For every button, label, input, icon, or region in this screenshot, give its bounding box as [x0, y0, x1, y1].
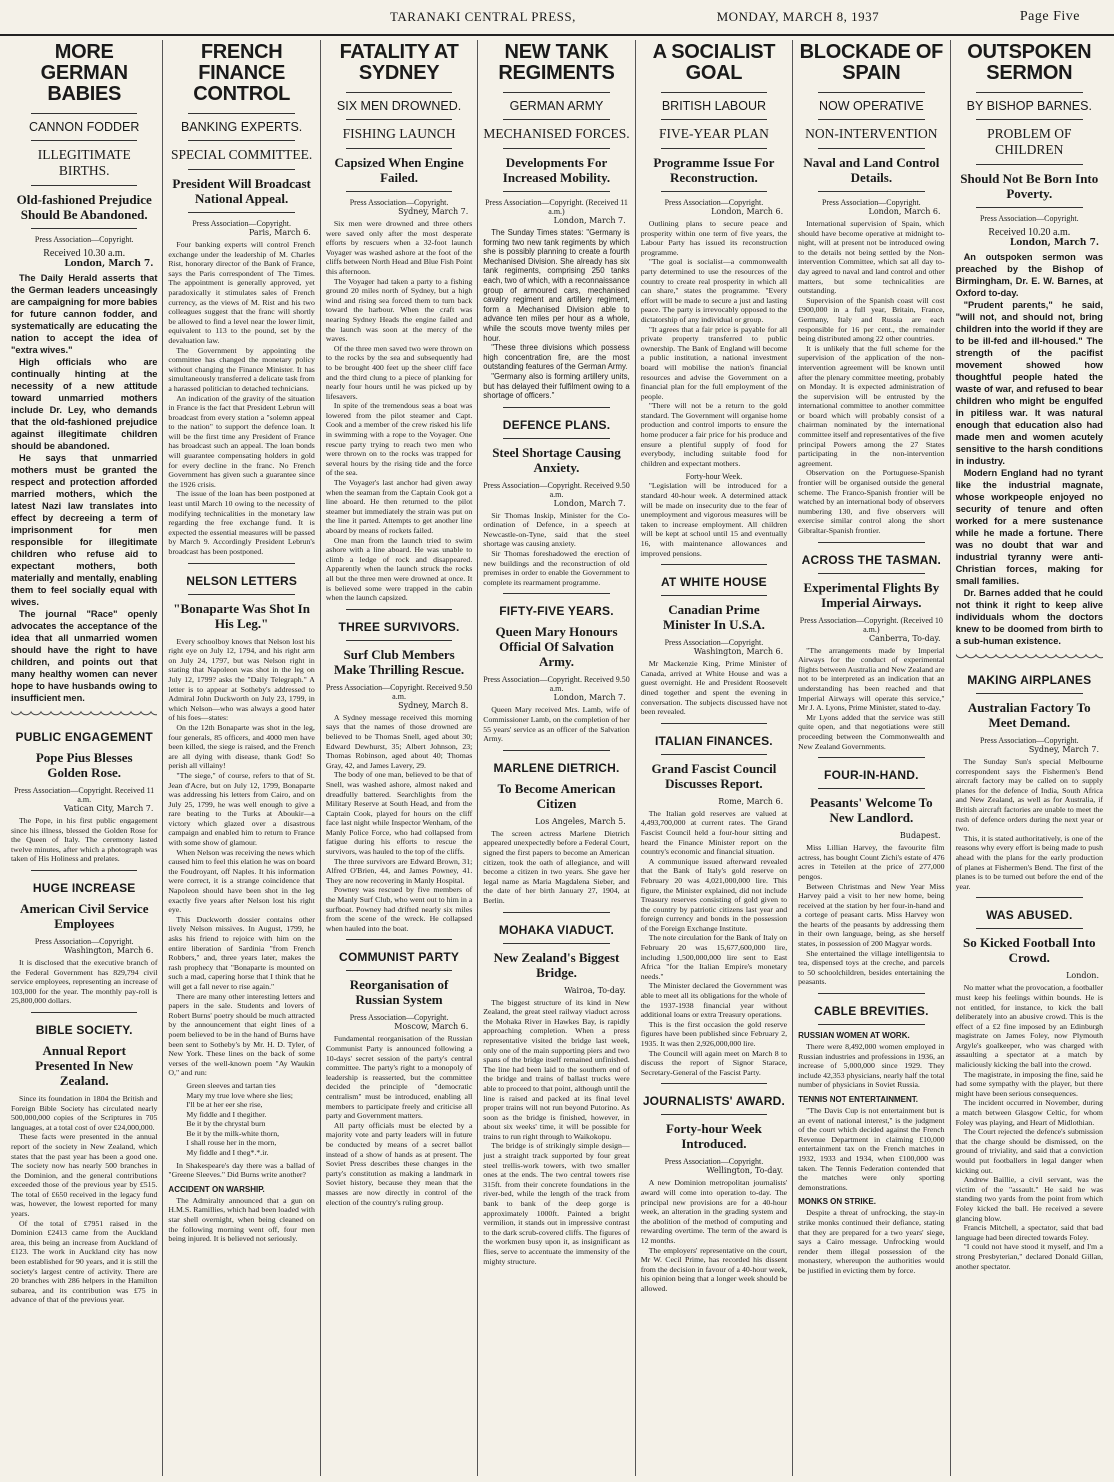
article-paragraph: The Government by appointing the committee has changed the monetary policy without changing the Finance Minister. It has simultaneously transferred a delicate task from a harassed politician to detached technicians.: [168, 345, 315, 393]
headline-journalists-award: JOURNALISTS' AWARD.: [642, 1094, 786, 1109]
dateline: Paris, March 6.: [248, 228, 311, 237]
article-paragraph: Since its foundation in 1804 the British and Foreign Bible Society has circulated nearly 500,000,000 copies of the Scriptures in 705 languages, at a total cost of over £24,000,000.: [11, 1093, 158, 1132]
dateline: London, March 7.: [553, 498, 626, 508]
divider: [818, 757, 924, 758]
article-paragraph: This is the first occasion the gold reserve figures have been published since February 2, 1935. It was then 2,926,000,000 lire.: [640, 1019, 788, 1048]
subhead: SIX MEN DROWNED.: [336, 99, 462, 113]
article-paragraph: Queen Mary received Mrs. Lamb, wife of Commissioner Lamb, on the completion of her 55 years' service as an officer of the Salvation Army.: [483, 705, 630, 744]
article-paragraph: This Duckworth dossier contains other lively Nelson missives. In August, 1799, he asks his friend to rejoice with him on the entire liberation of Sardinia "from French Robbers," and, three years later, makes the rash prophecy that "Bonaparte is mounted on such a mad, capering horse that I think that he will get a fall never to rise again.": [168, 914, 315, 991]
divider: [661, 723, 767, 724]
deck: Old-fashioned Prejudice Should Be Abandoned.: [16, 192, 152, 222]
divider: [503, 119, 609, 120]
divider: [976, 207, 1083, 208]
article-paragraph: A Sydney message received this morning says that the names of those drowned are believed to be Thomas Snell, aged about 30; Edward Dewhurst, 35; Albert Johnson, 23; Thomas Robinson, aged about 40; Thomas Gray, 42, and James Lavery, 29.: [325, 712, 473, 770]
deck: Canadian Prime Minister In U.S.A.: [662, 602, 765, 633]
divider: [188, 594, 294, 595]
column-blockade-spain: [793, 40, 950, 1476]
section-divider: [956, 653, 1103, 663]
subhead: BANKING EXPERTS.: [180, 120, 303, 134]
article-paragraph: "I could not have stood it myself, and I'm a strong Presbyterian," declared Donald Gillan, another spectator.: [955, 1242, 1103, 1271]
divider: [188, 212, 294, 213]
dateline: Wellington, To-day.: [706, 1166, 784, 1176]
agency-credit: Press Association—Copyright.: [664, 198, 764, 207]
divider: [976, 119, 1083, 120]
article-paragraph: The Sunday Sun's special Melbourne correspondent says the Fishermen's Bend aircraft factory may be called on to supply planes for the defence of India, South Africa and New Zealand, as well as for Australia, if British aircraft factories are unable to meet the rush of defence orders during the next year or two.: [955, 757, 1103, 834]
article-paragraph: There are many other interesting letters and papers in the sale. Students and lovers of Robert Burns' poetry should be much attracted by the announcement that eight lines of a poem believed to be in the hand of Burns have been sent to Sotheby's by Mr. H. D. Tyler, of New York. These lines on the back of some verses of the well-known poem "Ay Waukin O," and run:: [168, 991, 315, 1078]
article-paragraph: When Nelson was receiving the news which caused him to feel this elation he was on board the Foudroyant, off Naples. It his information were correct, it is a strange coincidence that Napoleon should have been shot in the leg exactly five years after Nelson lost his right eye.: [168, 847, 315, 915]
subhead: MECHANISED FORCES.: [483, 126, 630, 141]
deck: "Bonaparte Was Shot In His Leg.": [173, 600, 310, 631]
article-paragraph: Sir Thomas foreshadowed the erection of new buildings and the reconstruction of old premises in order to enable the Government to complete its rearmament programme.: [483, 549, 630, 587]
agency-credit: Press Association—Copyright.: [822, 198, 921, 207]
headline-was-abused: WAS ABUSED.: [986, 908, 1073, 923]
deck: Peasants' Welcome To New Landlord.: [810, 795, 933, 826]
deck: President Will Broadcast National Appeal.: [172, 176, 311, 206]
deck: Naval and Land Control Details.: [803, 155, 940, 185]
article-paragraph: He says that unmarried mothers must be granted the respect and protection afforded married mothers, which the latest Nazi law translates into effect by decreeing a term of imprisonment for men responsible for illegitimate children who refuse aid to expectant mothers, both materially and mentally, enabling them to feel socially equal with wives.: [11, 453, 158, 607]
article-paragraph: Fundamental reorganisation of the Russian Communist Party is announced following a 10-days' secret session of the party's central committee. The party's right to a monopoly of leadership is reasserted, but the committee decided the principle of "democratic centralism" must be introduced, enabling all members to participate freely and criticise all party and Government matters.: [325, 1034, 473, 1121]
divider: [661, 119, 767, 120]
article-paragraph: Miss Lillian Harvey, the favourite film actress, has bought Count Zichi's estate of 476 acres in Teteilen at the price of 277,000 pengos.: [798, 843, 945, 881]
newspaper-page: [0, 36, 1114, 1476]
article-paragraph: Powney was rescued by five members of the Manly Surf Club, who went out to him in a surfboat. Powney had drifted nearly six miles from the scene of the wreck. He collapsed when hauled into the boat.: [325, 885, 473, 933]
dateline: Washington, March 6.: [64, 945, 154, 955]
dateline: London, March 7.: [553, 693, 626, 703]
dateline: London, March 6.: [868, 207, 941, 216]
divider: [818, 148, 924, 149]
headline-fatality-at-sydney: FATALITY AT SYDNEY: [339, 41, 459, 84]
deck: Australian Factory To Meet Demand.: [967, 700, 1091, 730]
deck: Programme Issue For Reconstruction.: [653, 155, 775, 185]
agency-credit: Press Association—Copyright. Received 11 a.m.: [14, 786, 155, 804]
article-paragraph: Dr. Barnes added that he could not think it right to keep alive individuals whom the doctors knew to be doomed from birth to a sub-human existence.: [955, 588, 1103, 646]
article-paragraph: Modern England had no tyrant like the industrial magnate, whose workpeople enjoyed no security of tenure and often worked for a mere sustenance while he made a fortune. There was no doubt that war and industrial tyranny were anti-Christian forces, making for small families.: [955, 468, 1103, 586]
headline-a-socialist-goal: A SOCIALIST GOAL: [652, 41, 776, 84]
deck: New Zealand's Biggest Bridge.: [493, 949, 620, 980]
article-paragraph: The Daily Herald asserts that the German leaders unceasingly are campaigning for more babies for future cannon fodder, and systematically are educating the nation to accept the idea of "extra wives.": [11, 273, 158, 355]
dateline: London, March 7.: [553, 216, 626, 225]
column-fatality-sydney: [321, 40, 478, 1476]
article-paragraph: The magistrate, in imposing the fine, said he had some sympathy with the player, but there might have been serious consequences.: [955, 1069, 1103, 1098]
divider: [818, 542, 924, 543]
dateline: London, March 6.: [711, 207, 784, 216]
article-paragraph: Outlining plans to secure peace and prosperity within one term of five years, the Labour Party has issued its reconstruction programme.: [640, 219, 788, 257]
divider: [503, 407, 609, 408]
article-paragraph: The Minister declared the Government was able to meet all its obligations for the whole of the 1937-1938 financial year without additional loans or extra Treasury operations.: [640, 981, 788, 1020]
brief-heading: RUSSIAN WOMEN AT WORK.: [798, 1031, 910, 1041]
agency-credit: Press Association—Copyright.: [34, 235, 134, 244]
dateline: London, March 7.: [1009, 238, 1099, 248]
subhead: Forty-hour Week.: [685, 472, 743, 482]
article-paragraph: The three survivors are Edward Brown, 31; Alfred O'Brien, 44, and James Powney, 41. They are now recovering in Manly Hospital.: [325, 856, 473, 885]
deck: Should Not Be Born Into Poverty.: [960, 171, 1099, 201]
column-german-babies: [6, 40, 163, 1476]
article-paragraph: The Court rejected the defence's submission that the charge should be dismissed, on the ground of triviality, and said that a conviction would put footballers in legal danger when kicking out.: [955, 1127, 1103, 1175]
section-divider: [11, 710, 157, 720]
deck: Developments For Increased Mobility.: [502, 155, 611, 185]
dateline: London.: [1066, 971, 1099, 981]
article-paragraph: This, it is stated authoritatively, is one of the reasons why every effort is being made to push ahead with the plans for the early production of planes at Fishermen's Bend. The first of the planes is to be turned out before the end of the year.: [955, 833, 1103, 891]
article-paragraph: The Voyager had taken a party to a fishing ground 20 miles north of Sydney, but a high wind and rising sea forced them to turn back toward the harbour. When the craft was nearing Sydney Heads the engine failed and the launch was soon at the mercy of the waves.: [325, 276, 473, 344]
dateline: Moscow, March 6.: [394, 1022, 469, 1032]
divider: [818, 573, 924, 574]
headline-outspoken-sermon: OUTSPOKEN SERMON: [967, 41, 1092, 84]
column-french-finance: [163, 40, 320, 1476]
article-paragraph: On the 12th Bonaparte was shot in the leg, four generals, 85 officers, and 4000 men have been killed, the siege is raised, and the French are all dying with disease, thank God! So perish all villainy!: [168, 722, 315, 771]
article-paragraph: The body of one man, believed to be that of Snell, was washed ashore, almost naked and dreadfully battered. Searchlights from the Military Reserve at South Head, and from the Captain Cook, played for hours on the cliff face last night while Inspector Wenham, of the Manly Police Force, who had collapsed from fatigue during his efforts to rescue the survivors, was hauled to the top of the cliffs.: [325, 770, 473, 857]
headline-four-in-hand: FOUR-IN-HAND.: [824, 768, 919, 783]
article-paragraph: It is unlikely that the full scheme for the supervision of the application of the non-intervention agreement will be known until after the plenary committee meeting, probably on Monday. It is expected administration of the supervision will be entrusted by the international committee to another committee or board which will probably consist of a chairman nominated by the international committee itself and representatives of the five principal Powers among the 27 States participating in the non-intervention agreement.: [798, 343, 945, 468]
dateline: Los Angeles, March 5.: [535, 816, 626, 826]
divider: [31, 185, 137, 186]
article-paragraph: The Admiralty announced that a gun on H.M.S. Ramillies, which had been loaded with star shell overnight, when being cleaned on the following morning went off, four men being injured. It is believed not seriously.: [168, 1195, 315, 1244]
dateline: Sydney, March 8.: [398, 700, 469, 710]
article-paragraph: These facts were presented in the annual report of the society in New Zealand, which states that the past year has been a good one. The society now has nearly 500 branches in the Dominion, and the general contributions exceeded those of the previous year by £515. The total of £650 received in the legacy fund was, however, the lowest reported for many years.: [11, 1132, 158, 1219]
dateline: London, March 7.: [64, 259, 154, 269]
divider: [31, 140, 137, 141]
divider: [346, 191, 452, 192]
divider: [31, 1012, 137, 1013]
article-paragraph: Despite a threat of unfrocking, the stay-in strike monks continued their defiance, stating that they are prepared for a two years' siege, says a Cairo message. Unfrocking would render them illegal possession of the monastery, whereupon the authorities would be justified in evicting them by force.: [798, 1208, 945, 1275]
article-paragraph: The journal "Race" openly advocates the acceptance of the idea that all unmarried women should have the right to have children, and points out that many healthy women can never hope to have husbands owing to insufficient men.: [11, 609, 158, 703]
article-paragraph: The Italian gold reserves are valued at 4,493,700,000 at current rates. The Grand Fascist Council held a four-hour sitting and heard the Finance Minister report on the country's economic and financial situation.: [640, 808, 788, 857]
article-paragraph: International supervision of Spain, which should have become operative at midnight to-night, will at present not be introduced owing to the details not being settled by the Non-intervention Committee, which sat all day to-day agreed to naval and land control and other matters, but some technicalities are outstanding.: [798, 219, 945, 296]
subhead: GERMAN ARMY: [509, 99, 604, 113]
agency-credit: Press Association—Copyright.: [664, 638, 764, 648]
divider: [503, 593, 609, 594]
article-paragraph: "The arrangements made by Imperial Airways for the conduct of experimental flights between Australia and New Zealand are not to be interpreted as an indication that an understanding has been reached and that Imperial Airways will operate this service," Mr J. A. Lyons, Prime Minister, stated to-day.: [798, 645, 945, 713]
subhead: BRITISH LABOUR: [661, 99, 767, 113]
deck: Grand Fascist Council Discusses Report.: [651, 760, 777, 791]
divider: [976, 897, 1083, 898]
headline-three-survivors: THREE SURVIVORS.: [338, 619, 460, 634]
article-paragraph: Andrew Baillie, a civil servant, was the victim of the "assault." He said he was standing two yards from the point from which Foley kicked the ball. He received a severe glancing blow.: [955, 1175, 1103, 1223]
article-paragraph: An outspoken sermon was preached by the Bishop of Birmingham, Dr. E. W. Barnes, at Oxford to-day.: [955, 252, 1103, 298]
poem-line: I shall rouse her in the morn,: [186, 1138, 277, 1148]
article-paragraph: There were 8,492,000 women employed in Russian industries and professions in 1936, an increase of 5,000,000 since 1929. They include 42,353 physicians, nearly half the total number of physicians in Soviet Russia.: [798, 1042, 945, 1090]
received-time: Received 10.20 a.m.: [988, 227, 1071, 238]
divider: [818, 119, 924, 120]
agency-credit: Press Association—Copyright.: [349, 1013, 449, 1023]
dateline: Budapest.: [899, 831, 941, 841]
poem-line: My fiddle and I theg*.*.ir.: [186, 1148, 269, 1158]
divider: [503, 92, 609, 93]
headline-across-the-tasman: ACROSS THE TASMAN.: [801, 552, 942, 567]
deck: Experimental Flights By Imperial Airways.: [803, 579, 940, 610]
divider: [31, 870, 137, 871]
article-paragraph: "Prudent parents," he said, "will not, and should not, bring children into the world if they are to be ill-fed and ill-housed." The strength of the pacifist movement showed how thoughtful people hated the waste of war, and refused to bear children who might be engulfed in pitiless war. It was natural enough that education also had made men and women acutely sensitive to the harsh conditions in industry.: [955, 300, 1103, 466]
divider: [976, 92, 1083, 93]
divider: [31, 228, 137, 229]
subhead: CANNON FODDER: [29, 120, 140, 134]
dateline: Rome, March 6.: [718, 796, 784, 806]
deck: Surf Club Members Make Thrilling Rescue.: [334, 646, 465, 677]
deck: Forty-hour Week Introduced.: [665, 1121, 762, 1152]
divider: [188, 169, 294, 170]
subhead: FISHING LAUNCH: [342, 126, 456, 141]
divider: [31, 113, 137, 114]
divider: [188, 113, 294, 114]
agency-credit: Press Association—Copyright. Received 9.50 a.m.: [325, 682, 473, 701]
headline-italian-finances: ITALIAN FINANCES.: [655, 733, 773, 748]
article-paragraph: "The siege," of course, refers to that of St. Jean d'Acre, but on July 12, 1799, Bonaparte was addressing his letters from Cairo, and on July 25, 1799, he was well enough to give a rare beating to the Turks at Aboukir—a victory which glazed over a disastrous campaign and enabled him to return to France with some show of glamour.: [168, 770, 315, 848]
article-paragraph: A new Dominion metropolitan journalists' award will come into operation to-day. The principal new provisions are for a 40-hour week, an alteration in the grading system and the abolition of the method of computing and rewarding overtime. The term of the award is 12 months.: [640, 1178, 788, 1245]
poem-line: I'll be at her eer she rise,: [186, 1100, 263, 1110]
divider: [661, 92, 767, 93]
agency-credit: Press Association—Copyright. Received 9.50 a.m.: [483, 675, 630, 694]
poem-line: Be it by the chrystal burn: [186, 1119, 266, 1129]
divider: [503, 912, 609, 913]
article-paragraph: Supervision of the Spanish coast will cost £900,000 in a full year, Britain, France, Germany, Italy and Russia are each responsible for 16 per cent., the remainder being distributed among 22 other countries.: [798, 295, 945, 344]
article-paragraph: Sir Thomas Inskip, Minister for the Co-ordination of Defence, in a speech at Newcastle-on-Tyne, said that the steel shortage was causing anxiety.: [483, 510, 630, 549]
article-paragraph: The note circulation for the Bank of Italy on February 20 was 15,677,600,000 lire, including 1,500,000,000 lire sent to East Africa "for the Italian Empire's monetary needs.": [640, 933, 788, 981]
article-paragraph: A communique issued afterward revealed that the Bank of Italy's gold reserve on February 20 was 4,021,000,000 lire. This figure, the Minister explained, did not include Treasury reserves consisting of gold given to the country by patriotic citizens last year and foreign currency and bonds in the possession of the Foreign Exchange Institute.: [640, 856, 788, 933]
headline-huge-increase: HUGE INCREASE: [32, 880, 136, 895]
poem: [178, 1081, 314, 1158]
headline-fifty-five-years: FIFTY-FIVE YEARS.: [499, 604, 614, 619]
poem-line: Be it by the milk-white thorn,: [186, 1128, 280, 1138]
headline-bible-society: BIBLE SOCIETY.: [35, 1022, 133, 1037]
divider: [818, 1024, 924, 1025]
divider: [346, 640, 452, 641]
article-paragraph: No matter what the provocation, a footballer must keep his feelings within bounds. He is not entitled, for instance, to kick the ball deliberately into an abusive crowd. This is the effect of a £2 fine imposed by an Edinburgh magistrate on James Foley, now Plymouth Argyle's goalkeeper, who was charged with assaulting a spectator at a match by maliciously kicking the ball into the crowd.: [955, 983, 1103, 1070]
article-paragraph: "Legislation will be introduced for a standard 40-hour week. A determined attack will be made on insecurity due to the fear of unemployment and vigorous measures will be taken to increase employment. All children will be kept at school until 15 and eventually 16, with maintenance allowances and improved pensions.: [640, 481, 788, 558]
divider: [661, 1114, 767, 1115]
article-paragraph: "The Davis Cup is not entertainment but is an event of national interest," is the judgment of the court which decided against the French Revenue Department in claiming £10,000 entertainment tax on the French matches in 1932, 1933 and 1934, when £100,000 was taken. The Tennis Federation contended that the matches were only sporting demonstrations.: [798, 1106, 945, 1192]
article-paragraph: The screen actress Marlene Dietrich appeared unexpectedly before a Federal Court, signed the first papers to become an American citizen, took the oath of allegiance, and will become a citizen in two years. She gave her legal name as Maria Magdalena Sieber, and the date of her birth January 27, 1904, at Berlin.: [483, 828, 630, 905]
divider: [661, 191, 767, 192]
article-paragraph: "It agrees that a fair price is payable for all private property transferred to public ownership. The Bank of England will become a public institution, a national investment board will mobilise the nation's financial resources and advise the Government on a financial plan for the full employment of the people.: [640, 324, 788, 401]
divider: [818, 92, 924, 93]
divider: [661, 148, 767, 149]
poem-line: Mary my true love where she lies;: [186, 1090, 293, 1100]
article-paragraph: Observation on the Portuguese-Spanish frontier will be organised outside the general scheme. The Franco-Spanish frontier will be watched by an international body of observers numbering 130, and five observers will exercise similar control along the short Gibraltar-Spanish frontier.: [798, 468, 945, 535]
divider: [188, 563, 294, 564]
headline-communist-party: COMMUNIST PARTY: [339, 950, 460, 965]
divider: [818, 788, 924, 789]
headline-making-airplanes: MAKING AIRPLANES: [967, 673, 1092, 687]
subhead: BY BISHOP BARNES.: [966, 99, 1092, 113]
deck: Steel Shortage Causing Anxiety.: [492, 444, 621, 475]
headline-marlene-dietrich: MARLENE DIETRICH.: [493, 760, 620, 775]
headline-accident-on-warship: ACCIDENT ON WARSHIP.: [168, 1184, 265, 1194]
headline-cable-brevities: CABLE BREVITIES.: [814, 1004, 929, 1019]
headline-at-white-house: AT WHITE HOUSE: [660, 575, 767, 590]
divider: [188, 140, 294, 141]
deck: American Civil Service Employees: [19, 900, 149, 931]
article-paragraph: Francis Mitchell, a spectator, said that bad language had been directed towards Foley.: [955, 1223, 1103, 1242]
deck: To Become American Citizen: [497, 780, 616, 811]
masthead: [0, 0, 1114, 36]
agency-credit: Press Association—Copyright. (Received 10 a.m.): [799, 615, 943, 634]
divider: [818, 191, 924, 192]
deck: So Kicked Football Into Crowd.: [963, 935, 1096, 966]
divider: [346, 148, 452, 149]
article-paragraph: "These three divisions which possess high concentration fire, are the most outstanding features of the German Army.: [483, 343, 630, 372]
divider: [661, 595, 767, 596]
column-outspoken-sermon: [951, 40, 1108, 1476]
agency-credit: Press Association—Copyright. (Received 11 a.m.): [485, 198, 628, 216]
article-paragraph: Of the three men saved two were thrown on to the rocks by the sea and subsequently had to be brought 400 feet up the sheer cliff face and the third clung to a piece of planking for nearly four hours until he was picked up by lifesavers.: [325, 343, 473, 401]
divider: [346, 92, 452, 93]
article-paragraph: "The goal is socialist—a commonwealth party determined to use the resources of the country to create real prosperity in which all can share," states the programme. "Every effort will be made to secure a just and lasting peace. The party is irrevocably opposed to the dictatorship of any individual or group.: [640, 257, 788, 324]
agency-credit: Press Association—Copyright.: [979, 736, 1079, 745]
article-paragraph: Six men were drowned and three others were saved only after the most desperate efforts by rescuers when a 32-foot launch Voyager was washed ashore at the foot of the cliffs between North Head and Blue Fish Point this afternoon.: [325, 219, 473, 276]
headline-french-finance-control: FRENCH FINANCE CONTROL: [193, 41, 291, 105]
subhead: FIVE-YEAR PLAN: [658, 126, 769, 141]
issue-date: MONDAY, MARCH 8, 1937: [716, 9, 880, 24]
article-paragraph: Mr Lyons added that the service was still quite open, and that negotiations were still proceeding between the Commonwealth and New Zealand Governments.: [798, 712, 945, 751]
headline-nelson-letters: NELSON LETTERS: [186, 573, 298, 588]
headline-mohaka-viaduct: MOHAKA VIADUCT.: [498, 922, 615, 937]
article-paragraph: The incident occurred in November, during a match between Glasgow Celtic, for whom Foley was playing, and Heart of Midlothian.: [955, 1098, 1103, 1127]
divider: [346, 609, 452, 610]
subhead: PROBLEM OF CHILDREN: [987, 126, 1072, 157]
article-paragraph: The Sunday Times states: "Germany is forming two new tank regiments by which she is possibly planning to create a fourth Mechanised Division. She already has six tank regiments, comprising 250 tanks each, two of which, with a reconnaissance group of armoured cars, mechanised cavalry regiment and artillery regiment, form a Mechanised Division able to advance ten miles per hour as a whole, while the scouts move twenty miles per hour.: [483, 228, 630, 343]
headline-blockade-of-spain: BLOCKADE OF SPAIN: [799, 41, 944, 84]
headline-public-engagement: PUBLIC ENGAGEMENT: [15, 730, 153, 744]
deck: Queen Mary Honours Official Of Salvation Army.: [495, 624, 618, 670]
headline-new-tank-regiments: NEW TANK REGIMENTS: [498, 41, 615, 84]
article-paragraph: High officials who are continually hinting at the necessity of a new attitude toward unmarried mothers include Dr. Ley, who demands that the old-fashioned prejudice against illegitimate children should be abandoned.: [11, 357, 158, 451]
agency-credit: Press Association—Copyright.: [349, 198, 449, 207]
dateline: Vatican City, March 7.: [63, 804, 154, 813]
dateline: Canberra, To-day.: [869, 633, 941, 643]
article-paragraph: All party officials must be elected by a majority vote and party leaders will in future be conducted by means of a secret ballot instead of a show of hands as at present. The Soviet Press describes these changes in the party's constitution as making a landmark in Soviet history, because they mean that the masses are now directly in control of the election of the country's ruling group.: [325, 1120, 473, 1207]
divider: [661, 564, 767, 565]
article-paragraph: The issue of the loan has been postponed at least until March 10 owing to the necessity of modifying technicalities in the monetary law regarding the free exchange fund. It is expected the essential measures will be passed by March 9. Accordingly President Lebrun's broadcast has been postponed.: [168, 489, 315, 556]
deck: Capsized When Engine Failed.: [334, 155, 464, 185]
deck: Annual Report Presented In New Zealand.: [35, 1042, 134, 1088]
agency-credit: Press Association—Copyright.: [34, 936, 134, 946]
divider: [346, 119, 452, 120]
divider: [503, 148, 609, 149]
divider: [346, 970, 452, 971]
article-paragraph: She entertained the village intelligentsia to tea, dispensed toys at the creche, and parcels to 50 schoolchildren, besides entertaining the peasants.: [798, 948, 945, 987]
article-paragraph: The bridge is of strikingly simple design—just a straight track supported by four great steel trellis-work towers, with two smaller ones at the ends. The two central towers rise 315ft. from their concrete foundations in the river-bed, while the length of the track from bank to bank of the deep gorge is approximately 1000ft. Painted a bright vermilion, it stands out in impressive contrast to the dark scrub-covered cliffs. The figures of the workmen busy upon it, as insignificant as flies, serve to accentuate the immensity of the mighty structure.: [483, 1141, 630, 1266]
poem-line: Green sleeves and tartan ties: [186, 1080, 276, 1090]
headline-defence-plans: DEFENCE PLANS.: [502, 417, 611, 432]
dateline: Wairoa, To-day.: [564, 985, 626, 995]
article-paragraph: "Germany also is forming artillery units, but has delayed their fulfilment owing to a shortage of officers.": [483, 371, 630, 401]
agency-credit: Press Association—Copyright. Received 9.50 a.m.: [483, 480, 630, 499]
article-paragraph: In Shakespeare's day there was a ballad of "Greene Sleeves." Did Burns write another?: [168, 1160, 315, 1180]
agency-credit: Press Association—Copyright.: [979, 214, 1079, 223]
divider: [346, 939, 452, 940]
subhead: NOW OPERATIVE: [819, 99, 924, 113]
article-paragraph: One man from the launch tried to swim ashore with a line aboard. He was unable to climb a ledge of rock and disappeared. Apparently when the launch struck the rocks all but the three men were drowned at once. It is believed some were trapped in the cabin when the launch capsized.: [325, 535, 473, 603]
deck: Reorganisation of Russian System: [349, 977, 449, 1008]
article-paragraph: Between Christmas and New Year Miss Harvey paid a visit to her new home, being received at the station by her four-in-hand and a cortege of peasant carts. Miss Harvey won the hearts of the peasants by addressing them in their own language, being, as she herself states, in possession of 200 Magyar words.: [798, 881, 945, 949]
column-socialist-goal: [636, 40, 793, 1476]
divider: [503, 750, 609, 751]
divider: [661, 754, 767, 755]
headline-more-german-babies: MORE GERMAN BABIES: [40, 41, 128, 105]
divider: [503, 191, 609, 192]
column-tank-regiments: [478, 40, 635, 1476]
newspaper-title: TARANAKI CENTRAL PRESS,: [390, 9, 576, 24]
received-time: Received 10.30 a.m.: [43, 248, 126, 259]
divider: [503, 943, 609, 944]
brief-heading: TENNIS NOT ENTERTAINMENT.: [798, 1095, 918, 1104]
page-number: Page Five: [1019, 9, 1080, 24]
article-paragraph: The biggest structure of its kind in New Zealand, the great steel railway viaduct across the Mohaka River in Hawkes Bay, is rapidly approaching completion. When a press representative visited the bridge last week, only one of the main supporting piers and two spans of the bridge itself remained unfinished. The line had been laid to the southern end of the bridge and trains of ballast trucks were able to proceed to that point, although until the line is raised and packed at its final level proper trains will not run beyond Putorino. As soon as the bridge is finished, however, in about six weeks' time, it will be possible for trains to run right through to Waikokopu.: [483, 997, 630, 1141]
divider: [976, 693, 1083, 694]
divider: [818, 993, 924, 994]
poem-line: My fiddle and I thegither.: [186, 1109, 267, 1119]
agency-credit: Press Association—Copyright.: [664, 1157, 764, 1167]
article-paragraph: Every schoolboy knows that Nelson lost his right eye on July 12, 1794, and his right arm on July 24, 1797, but was Nelson right in stating that Napoleon was shot in the leg on July 12, 1799? asks the "Daily Telegraph." A letter is to appear at Sotheby's addressed to Admiral John Duckworth on July 23, 1799, in which Nelson—who was always a good hater of his foes—states:: [168, 636, 315, 723]
divider: [661, 1083, 767, 1084]
article-paragraph: The Council will again meet on March 8 to discuss the report of Signor Starace, Secretary-General of the Fascist Party.: [640, 1048, 788, 1077]
subhead: NON-INTERVENTION: [805, 126, 938, 141]
deck: Pope Pius Blesses Golden Rose.: [35, 750, 133, 780]
divider: [976, 928, 1083, 929]
article-paragraph: The Voyager's last anchor had given away when the seaman from the Captain Cook got a line aboard. He then returned to the pilot steamer but immediately the strain was put on the line it parted. Attempts to get another line aboard by means of rockets failed.: [325, 478, 473, 535]
divider: [976, 164, 1083, 165]
dateline: Sydney, March 7.: [398, 207, 469, 216]
brief-heading: MONKS ON STRIKE.: [798, 1197, 876, 1207]
article-paragraph: "There will not be a return to the gold standard. The Government will organise home production and control imports to ensure the home producer a fair price for his produce and ensure a plentiful supply of food for everybody, including suitable food for children and expectant mothers.: [640, 401, 788, 468]
article-paragraph: In spite of the tremendous seas a boat was lowered from the pilot steamer and Capt. Cook and a member of the crew risked his life in swimming with a rope to the Voyager. One rescue party trying to reach two men who were thrown on to the rocks was trapped for several hours by the rising tide and the force of the sea.: [325, 401, 473, 478]
dateline: Washington, March 6.: [693, 647, 784, 657]
article-paragraph: It is disclosed that the executive branch of the Federal Government has 829,794 civil service employees, representing an increase of 103,000 for the year. The monthly pay-roll is 25,800,000 dollars.: [11, 957, 158, 1006]
subhead: SPECIAL COMMITTEE.: [171, 147, 313, 162]
divider: [503, 438, 609, 439]
article-paragraph: Four banking experts will control French exchange under the leadership of M. Charles Rist, honorary director of the Bank of France, says the Paris correspondent of The Times. The appointment is generally approved, yet paradoxically it stimulates sales of French currency, as the views of M. Rist and his two colleagues suggest that the franc will shortly be allowed to find a level near the lower limit, equivalent to 113 to the pound, set by the devaluation law.: [168, 240, 315, 345]
article-paragraph: Of the total of £7951 raised in the Dominion £2413 came from the Auckland area, this being an increase from Auckland of £123. The work in Auckland city has now been established for 90 years, and it is still the society's largest centre of activity. There are 20 branches with 286 helpers in the Hamilton subarea, and its contribution was £75 in advance of that of the previous year.: [11, 1218, 158, 1305]
agency-credit: Press Association—Copyright.: [192, 219, 291, 228]
dateline: Sydney, March 7.: [1028, 745, 1099, 754]
article-paragraph: Mr Mackenzie King, Prime Minister of Canada, arrived at White House and was a guest overnight. He and President Roosevelt dined together and spent the evening in conversation. The subjects discussed have not been revealed.: [640, 659, 788, 717]
article-paragraph: The Pope, in his first public engagement since his illness, blessed the Golden Rose for the Queen of Italy. The ceremony lasted twelve minutes, after which a photograph was taken of His Holiness and prelates.: [11, 816, 158, 864]
subhead: ILLEGITIMATE BIRTHS.: [37, 147, 131, 178]
article-paragraph: The employers' representative on the court, Mr W. Cecil Prime, has recorded his dissent from the decision in favour of a 40-hour week, his opinion being that a longer week should be allowed.: [640, 1245, 788, 1293]
article-paragraph: An indication of the gravity of the situation in France is the fact that President Lebrun will broadcast from every station a "solemn appeal to the nation" to support the defence loan. It will be the first time any President of France has broadcast such an appeal. The loan bonds will guarantee compensating holders in gold for every decline in the franc. No French Government has given such a guarantee since the 1926 crisis.: [168, 393, 315, 489]
